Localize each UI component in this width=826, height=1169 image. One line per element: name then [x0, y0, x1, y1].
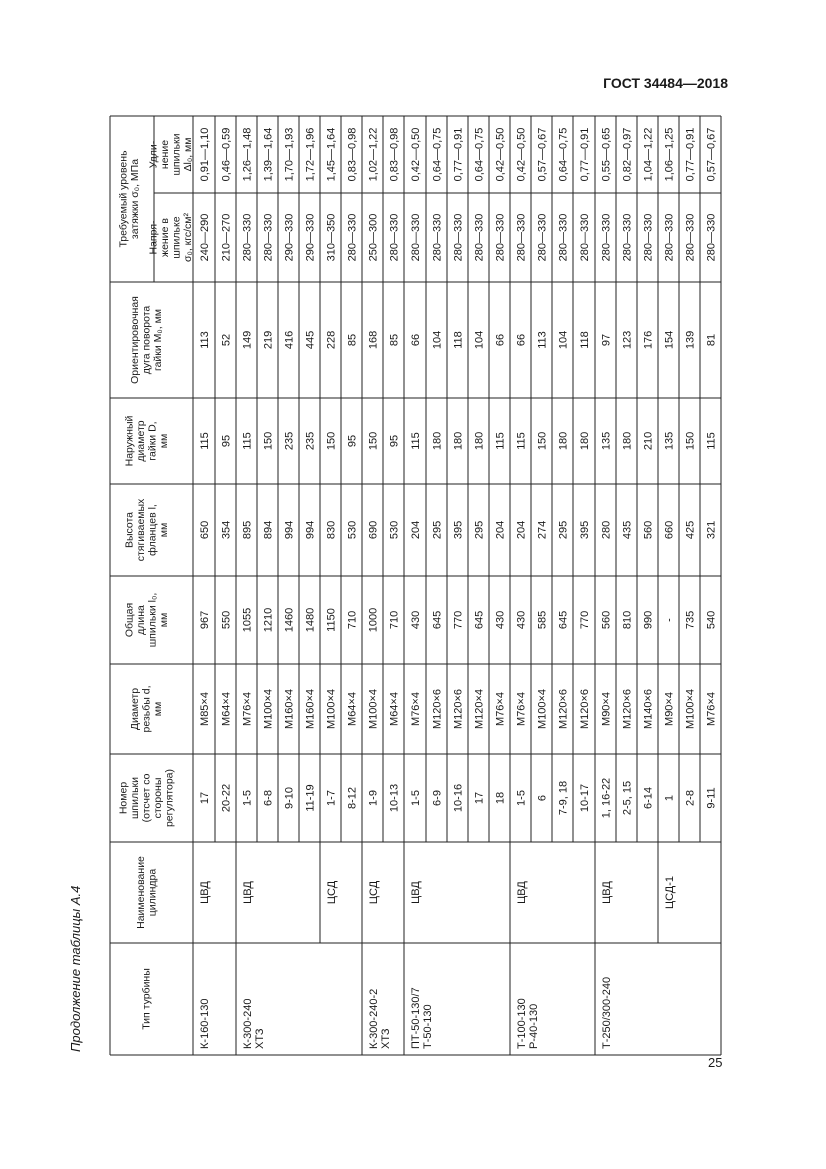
cell-length: 1210	[262, 607, 275, 633]
cell-nut_d: 180	[557, 431, 570, 451]
cell-turbine: К-300-240	[242, 998, 254, 1049]
cell-length: 645	[431, 610, 444, 630]
column-header: мм	[157, 522, 170, 538]
cell-arc: 85	[346, 333, 359, 347]
cell-stress: 280—330	[452, 213, 465, 262]
cell-length: 770	[452, 610, 465, 630]
cell-turbine: К-160-130	[199, 998, 211, 1049]
cell-nut_d: 180	[452, 431, 465, 451]
column-header: мм	[157, 612, 170, 628]
column-header: регулятора)	[163, 768, 176, 828]
cell-elong: 0,57—0,67	[705, 127, 718, 182]
cell-nut_d: 180	[621, 431, 634, 451]
cell-number: 1-5	[241, 790, 254, 806]
cell-number: 2-5, 15	[621, 780, 634, 816]
column-header: шпильке	[170, 216, 183, 259]
cell-height: 994	[304, 520, 317, 540]
document-title: ГОСТ 34484—2018	[603, 75, 728, 91]
cell-elong: 0,82—0,97	[621, 127, 634, 182]
cell-stress: 290—330	[304, 213, 317, 262]
cell-elong: 0,64—0,75	[473, 127, 486, 182]
cell-nut_d: 235	[283, 431, 296, 451]
cell-elong: 1,02—1,22	[367, 127, 380, 182]
cell-cylinder: ЦВД	[199, 881, 211, 904]
cell-diameter: М76×4	[494, 692, 507, 726]
cell-arc: 113	[199, 331, 211, 349]
cell-nut_d: 180	[473, 431, 486, 451]
column-header: Наружный	[123, 415, 136, 467]
cell-stress: 310—350	[325, 213, 338, 262]
cell-arc: 176	[642, 330, 655, 350]
cell-length: 560	[600, 610, 613, 630]
cell-stress: 280—330	[388, 213, 401, 262]
cell-stress: 280—330	[600, 213, 613, 262]
cell-number: 11-19	[304, 784, 317, 812]
cell-length: 1000	[367, 607, 380, 633]
cell-arc: 85	[388, 333, 401, 347]
cell-diameter: М120×6	[452, 688, 465, 730]
column-header: шпильки	[170, 133, 183, 176]
cell-arc: 149	[241, 330, 254, 350]
cell-length: 990	[642, 610, 655, 630]
cell-elong: 1,72—1,96	[304, 127, 317, 182]
cell-nut_d: 235	[304, 431, 317, 451]
cell-stress: 250—300	[367, 213, 380, 262]
cell-arc: 154	[663, 330, 676, 350]
cell-length: 735	[684, 610, 697, 630]
cell-arc: 97	[600, 333, 613, 347]
cell-stress: 280—330	[684, 213, 697, 262]
cell-height: 395	[452, 520, 465, 540]
cell-arc: 168	[367, 330, 380, 350]
cell-height: 204	[410, 520, 422, 540]
cell-diameter: М120×6	[431, 688, 444, 730]
cell-elong: 1,04—1,22	[642, 127, 655, 182]
cell-number: 10-16	[452, 783, 465, 813]
cell-stress: 280—330	[262, 213, 275, 262]
cell-diameter: М120×6	[621, 688, 634, 730]
cell-diameter: М100×4	[367, 688, 380, 730]
column-header: Общая	[123, 602, 136, 638]
cell-nut_d: 115	[494, 432, 507, 450]
cell-elong: 0,42—0,50	[494, 127, 507, 182]
cell-arc: 104	[557, 330, 570, 350]
cell-diameter: М120×6	[579, 688, 591, 730]
cell-height: 395	[579, 520, 591, 540]
cell-diameter: М64×4	[346, 692, 359, 726]
cell-diameter: М160×4	[304, 688, 317, 730]
cell-diameter: М85×4	[199, 692, 211, 726]
cell-cylinder: ЦВД	[242, 881, 254, 904]
cell-elong: 1,39—1,64	[262, 127, 275, 182]
column-header: нение	[158, 139, 171, 170]
cell-diameter: М76×4	[515, 692, 528, 726]
cell-number: 7-9, 18	[557, 780, 570, 816]
cell-nut_d: 115	[705, 432, 718, 450]
cell-diameter: М100×4	[536, 688, 549, 730]
cell-nut_d: 150	[684, 431, 697, 451]
column-header: мм	[152, 701, 164, 717]
cell-stress: 280—330	[346, 213, 359, 262]
cell-length: 645	[473, 610, 486, 630]
column-header: σ₀, кгс/см²	[181, 213, 194, 262]
cell-nut_d: 135	[663, 431, 676, 451]
cell-turbine: ХТЗ	[380, 1028, 392, 1049]
cell-nut_d: 150	[367, 431, 380, 451]
cell-stress: 280—330	[557, 213, 570, 262]
cell-height: 530	[346, 520, 359, 540]
cell-number: 10-17	[579, 783, 591, 813]
cell-length: 1460	[283, 607, 296, 633]
cell-turbine: ХТЗ	[254, 1028, 266, 1049]
column-header: Δl₀, мм	[181, 137, 194, 172]
cell-height: 895	[241, 520, 254, 540]
cell-elong: 0,77—0,91	[579, 127, 591, 182]
column-header: Напря-	[147, 220, 160, 255]
cell-nut_d: 150	[325, 431, 338, 451]
cell-height: 295	[473, 520, 486, 540]
column-header: (отсчет со	[140, 773, 153, 823]
cell-height: 660	[663, 520, 676, 540]
column-header: мм	[157, 433, 170, 449]
cell-length: 710	[346, 610, 359, 630]
cell-stress: 280—330	[515, 213, 528, 262]
cell-length: 430	[410, 610, 422, 630]
cell-diameter: М120×4	[473, 688, 486, 730]
table-cell-texts	[117, 128, 717, 1049]
cell-arc: 66	[515, 333, 528, 347]
column-header: длина	[134, 605, 147, 635]
cell-length: 1055	[241, 607, 254, 633]
cell-height: 894	[262, 520, 275, 540]
cell-elong: 0,91—1,10	[199, 127, 211, 182]
cell-number: 6-8	[262, 790, 275, 806]
column-header: жение в	[158, 218, 171, 257]
cell-stress: 280—330	[431, 213, 444, 262]
column-header: цилиндра	[146, 868, 159, 917]
cell-diameter: М76×4	[241, 692, 254, 726]
cell-number: 1-5	[410, 790, 422, 806]
cell-arc: 228	[325, 330, 338, 350]
column-header: Удли-	[147, 140, 160, 169]
cell-number: 6-9	[431, 790, 444, 806]
cell-nut_d: 180	[431, 431, 444, 451]
cell-stress: 280—330	[536, 213, 549, 262]
cell-height: 274	[536, 520, 549, 540]
cell-turbine: К-300-240-2	[368, 988, 380, 1049]
cell-diameter: М120×6	[557, 688, 570, 730]
column-header: Наименование	[134, 856, 147, 929]
cell-diameter: М100×4	[684, 688, 697, 730]
cell-elong: 0,55—0,65	[600, 127, 613, 182]
cell-number: 8-12	[346, 786, 359, 810]
column-header: резьбы d,	[140, 685, 153, 733]
cell-height: 830	[325, 520, 338, 540]
column-header: стороны	[152, 777, 164, 819]
cell-nut_d: 95	[220, 434, 233, 448]
cell-length: 645	[557, 610, 570, 630]
cell-stress: 280—330	[579, 213, 591, 262]
cell-number: 20-22	[220, 783, 233, 813]
cell-number: 1, 16-22	[600, 777, 613, 819]
column-header: стягиваемых	[134, 498, 147, 562]
cell-arc: 104	[473, 330, 486, 350]
cell-height: 354	[220, 520, 233, 540]
cell-number: 18	[494, 791, 507, 805]
cell-length: 430	[515, 610, 528, 630]
page-number: 25	[708, 1055, 723, 1070]
cell-turbine: Т-250/300-240	[601, 976, 613, 1049]
cell-turbine: ПТ-50-130/7	[410, 987, 422, 1049]
cell-stress: 280—330	[642, 213, 655, 262]
cell-diameter: М64×4	[220, 692, 233, 726]
cell-nut_d: 115	[199, 432, 211, 450]
cell-length: 967	[199, 610, 211, 630]
cell-elong: 0,64—0,75	[557, 127, 570, 182]
cell-height: 435	[621, 520, 634, 540]
cell-elong: 0,42—0,50	[410, 127, 422, 182]
cell-nut_d: 115	[515, 432, 528, 450]
cell-length: -	[663, 618, 676, 622]
cell-height: 650	[199, 520, 211, 540]
cell-number: 1-5	[515, 790, 528, 806]
cell-height: 295	[557, 520, 570, 540]
cell-arc: 66	[410, 333, 422, 347]
cell-length: 585	[536, 610, 549, 630]
cell-height: 560	[642, 520, 655, 540]
cell-nut_d: 115	[410, 432, 422, 450]
cell-number: 9-11	[705, 787, 718, 809]
column-header: гайки D,	[146, 421, 159, 461]
cell-arc: 416	[283, 330, 296, 350]
cell-arc: 118	[579, 331, 591, 349]
cell-cylinder: ЦВД	[516, 881, 528, 904]
cell-elong: 0,64—0,75	[431, 127, 444, 182]
cell-stress: 280—330	[705, 213, 718, 262]
cell-length: 770	[579, 610, 591, 630]
column-header: Диаметр	[129, 687, 141, 731]
cell-stress: 210—270	[220, 213, 233, 262]
cell-elong: 0,83—0,98	[388, 127, 401, 182]
cell-height: 204	[494, 520, 507, 540]
cell-elong: 0,77—0,91	[452, 127, 465, 182]
cell-cylinder: ЦСД	[326, 880, 338, 905]
cell-elong: 0,46—0,59	[220, 127, 233, 182]
cell-length: 430	[494, 610, 507, 630]
cell-number: 6-14	[642, 786, 655, 810]
cell-elong: 0,42—0,50	[515, 127, 528, 182]
cell-elong: 1,06—1,25	[663, 127, 676, 182]
column-header: гайки M₀, мм	[152, 308, 164, 372]
cell-number: 2-8	[684, 790, 697, 806]
cell-length: 1150	[325, 608, 338, 632]
cell-arc: 113	[536, 331, 549, 349]
cell-number: 6	[536, 794, 549, 802]
column-header: диаметр	[134, 420, 147, 462]
cell-number: 1-9	[367, 790, 380, 806]
cell-height: 321	[705, 520, 718, 540]
cell-arc: 81	[705, 333, 718, 347]
column-header: Высота	[123, 511, 136, 549]
cell-number: 1	[663, 794, 676, 802]
cell-diameter: М140×6	[642, 688, 655, 730]
cell-nut_d: 95	[346, 434, 359, 448]
column-header: Номер	[117, 781, 130, 815]
cell-elong: 1,70—1,93	[283, 127, 296, 182]
cell-nut_d: 150	[536, 431, 549, 451]
cell-elong: 1,45—1,64	[325, 127, 338, 182]
cell-diameter: М90×4	[600, 692, 613, 726]
cell-stress: 280—330	[621, 213, 634, 262]
cell-number: 1-7	[325, 790, 338, 806]
table-caption: Продолжение таблицы А.4	[68, 885, 83, 1052]
cell-elong: 0,77—0,91	[684, 127, 697, 182]
column-header: шпильки l₀,	[146, 592, 159, 648]
cell-number: 9-10	[283, 786, 296, 810]
cell-diameter: М90×4	[663, 692, 676, 726]
cell-stress: 280—330	[494, 213, 507, 262]
cell-stress: 280—330	[241, 213, 254, 262]
cell-height: 690	[367, 520, 380, 540]
cell-cylinder: ЦВД	[410, 881, 422, 904]
cell-turbine: Т-50-130	[422, 1004, 434, 1049]
cell-number: 10-13	[388, 783, 401, 813]
cell-length: 1480	[304, 607, 317, 633]
cell-nut_d: 115	[241, 432, 254, 450]
cell-arc: 104	[431, 330, 444, 350]
group-header: Требуемый уровень	[117, 150, 130, 248]
cell-arc: 52	[220, 333, 233, 347]
column-header: Ориентировочная	[129, 296, 141, 384]
cell-diameter: М76×4	[410, 692, 422, 726]
cell-elong: 0,57—0,67	[536, 127, 549, 182]
column-header: шпильки	[129, 776, 141, 820]
cell-length: 550	[220, 610, 233, 630]
cell-stress: 280—330	[473, 213, 486, 262]
cell-cylinder: ЦВД	[601, 881, 613, 904]
cell-diameter: М76×4	[705, 692, 718, 726]
cell-number: 17	[473, 791, 486, 805]
cell-height: 204	[515, 520, 528, 540]
cell-arc: 123	[621, 330, 634, 350]
cell-arc: 445	[304, 330, 317, 350]
cell-height: 530	[388, 520, 401, 540]
cell-nut_d: 180	[579, 431, 591, 451]
cell-stress: 280—330	[410, 213, 422, 262]
cell-turbine: Р-40-130	[528, 1003, 540, 1049]
cell-length: 540	[705, 610, 718, 630]
cell-nut_d: 210	[642, 431, 655, 451]
column-header: фланцев l,	[146, 504, 159, 556]
cell-arc: 118	[452, 331, 465, 349]
cell-turbine: Т-100-130	[516, 998, 528, 1049]
cell-elong: 1,26—1,48	[241, 127, 254, 182]
cell-cylinder: ЦСД-1	[664, 875, 676, 910]
cell-nut_d: 150	[262, 431, 275, 451]
cell-nut_d: 95	[388, 434, 401, 448]
column-header: Тип турбины	[140, 968, 153, 1030]
cell-diameter: М160×4	[283, 688, 296, 730]
cell-diameter: М100×4	[325, 688, 338, 730]
cell-cylinder: ЦСД	[368, 880, 380, 905]
cell-height: 280	[600, 520, 613, 540]
cell-stress: 280—330	[663, 213, 676, 262]
cell-elong: 0,83—0,98	[346, 127, 359, 182]
cell-nut_d: 135	[600, 431, 613, 451]
cell-arc: 66	[494, 333, 507, 347]
cell-arc: 139	[684, 330, 697, 350]
cell-number: 17	[199, 791, 211, 805]
group-header: затяжки σ₀, МПа	[128, 158, 141, 240]
cell-stress: 290—330	[283, 213, 296, 262]
cell-height: 425	[684, 520, 697, 540]
cell-height: 295	[431, 520, 444, 540]
cell-diameter: М100×4	[262, 688, 275, 730]
cell-height: 994	[283, 520, 296, 540]
cell-arc: 219	[262, 330, 275, 350]
cell-length: 810	[621, 610, 634, 630]
cell-diameter: М64×4	[388, 692, 401, 726]
cell-length: 710	[388, 610, 401, 630]
cell-stress: 240—290	[199, 213, 211, 262]
column-header: дуга поворота	[140, 305, 153, 375]
